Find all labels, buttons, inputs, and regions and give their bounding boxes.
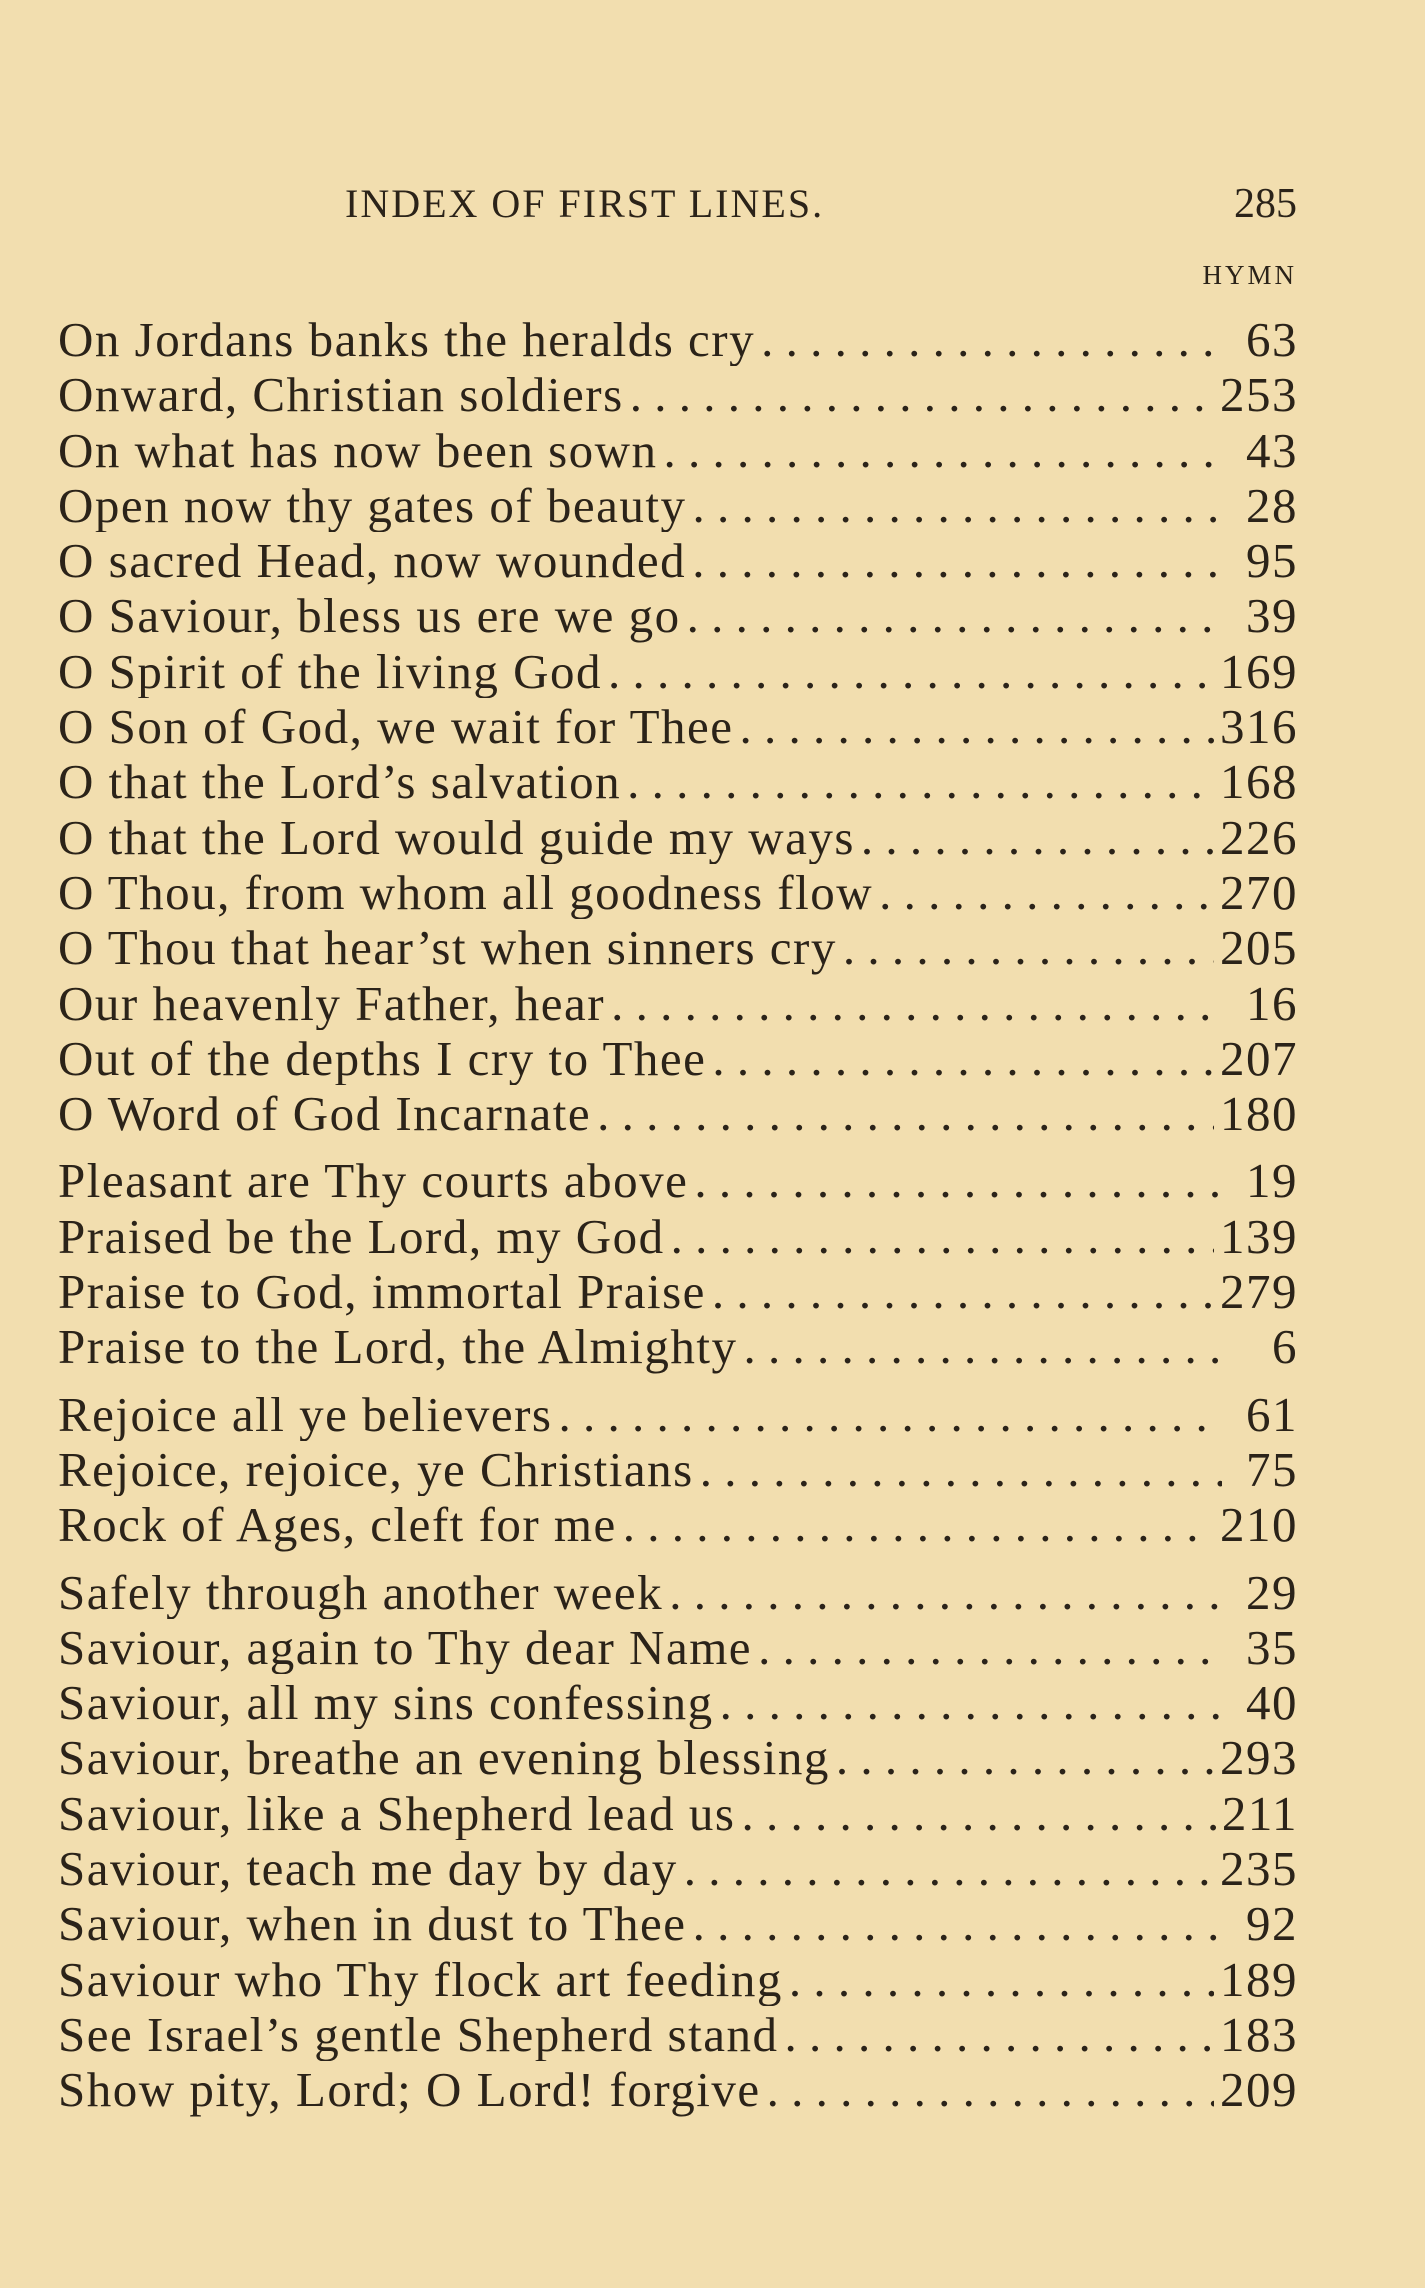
letter-group [58, 1564, 1298, 2117]
index-entry [58, 587, 1298, 642]
hymn-number: 226 [1220, 809, 1298, 864]
first-line: Rock of Ages, cleft for me [58, 1497, 617, 1552]
dot-leader [740, 698, 1214, 753]
first-line: Saviour, breathe an evening blessing [58, 1730, 830, 1785]
hymn-number: 293 [1220, 1730, 1298, 1785]
hymn-number: 209 [1220, 2062, 1298, 2117]
dot-leader [879, 864, 1214, 919]
hymn-number: 29 [1246, 1564, 1298, 1619]
dot-leader [861, 809, 1214, 864]
first-line: Saviour, teach me day by day [58, 1841, 678, 1896]
dot-leader [687, 587, 1222, 642]
first-line: O Saviour, bless us ere we go [58, 588, 681, 643]
index-entry [58, 975, 1298, 1030]
index-entry [58, 2061, 1298, 2116]
hymn-number: 6 [1272, 1319, 1298, 1374]
hymn-number: 92 [1246, 1896, 1298, 1951]
dot-leader [671, 1208, 1214, 1263]
hymn-number: 39 [1246, 588, 1298, 643]
index-entry [58, 311, 1298, 366]
index-entry [58, 1619, 1298, 1674]
hymn-number: 28 [1246, 477, 1298, 533]
first-line: Rejoice all ye believers [58, 1386, 553, 1441]
dot-leader [627, 753, 1214, 808]
hymn-number: 75 [1246, 1441, 1298, 1497]
hymn-number: 316 [1220, 699, 1298, 754]
first-line: Show pity, Lord; O Lord! forgive [58, 2062, 761, 2117]
dot-leader [694, 1152, 1222, 1207]
first-line: Saviour who Thy flock art feeding [58, 1951, 783, 2006]
first-line: On what has now been sown [58, 422, 658, 477]
dot-leader [741, 1785, 1215, 1840]
index-entry [58, 1951, 1298, 2006]
index-entry [58, 1085, 1298, 1140]
dot-leader [693, 1895, 1222, 1950]
dot-leader [692, 532, 1222, 587]
hymn-number: 43 [1246, 422, 1298, 477]
index-entry [58, 1318, 1298, 1373]
first-line: See Israel’s gentle Shepherd stand [58, 2006, 779, 2062]
index-entry [58, 1386, 1298, 1441]
index-entry [58, 532, 1298, 587]
hymn-number: 16 [1246, 975, 1298, 1030]
hymn-number: 270 [1220, 864, 1298, 920]
index-entry [58, 864, 1298, 919]
hymn-number: 40 [1246, 1675, 1298, 1730]
hymn-number: 61 [1246, 1386, 1298, 1441]
index-entry [58, 1674, 1298, 1729]
hymn-number: 169 [1220, 643, 1298, 699]
hymn-number: 139 [1220, 1208, 1298, 1264]
index-entry [58, 1729, 1298, 1784]
first-line: O sacred Head, now wounded [58, 533, 687, 588]
hymn-number: 235 [1220, 1841, 1298, 1896]
dot-leader [611, 975, 1222, 1030]
first-line: Onward, Christian soldiers [58, 367, 624, 422]
hymn-number: 210 [1220, 1497, 1298, 1552]
first-line: O Spirit of the living God [58, 643, 602, 699]
hymn-number: 211 [1221, 1785, 1298, 1841]
first-line: O that the Lord’s salvation [58, 754, 622, 809]
dot-leader [712, 1030, 1214, 1085]
index-entry [58, 753, 1298, 808]
hymn-number: 189 [1220, 1951, 1298, 2006]
index-entry [58, 1263, 1298, 1318]
first-line: O Thou, from whom all goodness flow [58, 864, 874, 920]
index-entry [58, 422, 1298, 477]
index-entry [58, 1152, 1298, 1207]
first-line: Safely through another week [58, 1564, 664, 1619]
index-entry [58, 1208, 1298, 1263]
hymn-number: 183 [1220, 2006, 1298, 2062]
first-line: On Jordans banks the heralds cry [58, 312, 756, 367]
page-number: 285 [1234, 181, 1297, 227]
dot-leader [700, 1441, 1222, 1496]
dot-leader [784, 2006, 1214, 2061]
index-entry [58, 919, 1298, 974]
index-entry [58, 1496, 1298, 1551]
index-entry [58, 2006, 1298, 2061]
hymn-number: 168 [1220, 754, 1298, 809]
index-entry [58, 1441, 1298, 1496]
dot-leader [758, 1619, 1222, 1674]
first-line: Open now thy gates of beauty [58, 477, 687, 533]
index-entry [58, 1895, 1298, 1950]
page-header [0, 180, 1425, 240]
dot-leader [789, 1951, 1214, 2006]
hymn-number: 205 [1220, 920, 1298, 975]
letter-group [58, 311, 1298, 1140]
first-line: Saviour, again to Thy dear Name [58, 1619, 753, 1675]
dot-leader [559, 1386, 1223, 1441]
first-line: Saviour, all my sins confessing [58, 1675, 714, 1730]
dot-leader [761, 311, 1222, 366]
first-line: Our heavenly Father, hear [58, 975, 606, 1030]
hymn-number: 95 [1246, 533, 1298, 588]
dot-leader [712, 1263, 1214, 1318]
first-lines-index [58, 311, 1298, 2129]
hymn-number: 207 [1220, 1030, 1298, 1086]
index-entry [58, 1564, 1298, 1619]
hymn-number: 253 [1220, 367, 1298, 422]
dot-leader [743, 1318, 1222, 1373]
first-line: Pleasant are Thy courts above [58, 1153, 689, 1208]
letter-group [58, 1386, 1298, 1552]
first-line: Rejoice, rejoice, ye Christians [58, 1441, 694, 1497]
dot-leader [684, 1840, 1214, 1895]
dot-leader [597, 1085, 1214, 1140]
index-entry [58, 643, 1298, 698]
index-entry [58, 477, 1298, 532]
first-line: O Word of God Incarnate [58, 1086, 592, 1141]
hymn-number: 279 [1220, 1264, 1298, 1319]
index-entry [58, 1840, 1298, 1895]
dot-leader [630, 366, 1214, 421]
dot-leader [669, 1564, 1222, 1619]
letter-group [58, 1152, 1298, 1373]
first-line: Out of the depths I cry to Thee [58, 1030, 707, 1086]
hymn-number: 180 [1220, 1086, 1298, 1141]
dot-leader [843, 919, 1214, 974]
hymn-number: 63 [1246, 312, 1298, 367]
first-line: Saviour, when in dust to Thee [58, 1896, 687, 1951]
first-line: O that the Lord would guide my ways [58, 809, 855, 864]
index-entry [58, 809, 1298, 864]
hymn-number: 35 [1246, 1619, 1298, 1675]
dot-leader [664, 422, 1222, 477]
dot-leader [720, 1674, 1222, 1729]
hymn-number: 19 [1246, 1153, 1298, 1208]
first-line: Praise to the Lord, the Almighty [58, 1319, 738, 1374]
index-entry [58, 698, 1298, 753]
index-entry [58, 1785, 1298, 1840]
first-line: Saviour, like a Shepherd lead us [58, 1785, 736, 1841]
first-line: O Thou that hear’st when sinners cry [58, 920, 837, 975]
first-line: O Son of God, we wait for Thee [58, 699, 734, 754]
dot-leader [623, 1496, 1214, 1551]
hymn-column-label: HYMN [1202, 260, 1297, 290]
first-line: Praised be the Lord, my God [58, 1208, 665, 1264]
dot-leader [608, 643, 1214, 698]
dot-leader [767, 2061, 1214, 2116]
dot-leader [693, 477, 1223, 532]
page-title: INDEX OF FIRST LINES. [345, 181, 825, 226]
first-line: Praise to God, immortal Praise [58, 1264, 706, 1319]
index-entry [58, 1030, 1298, 1085]
index-entry [58, 366, 1298, 421]
dot-leader [836, 1729, 1214, 1784]
